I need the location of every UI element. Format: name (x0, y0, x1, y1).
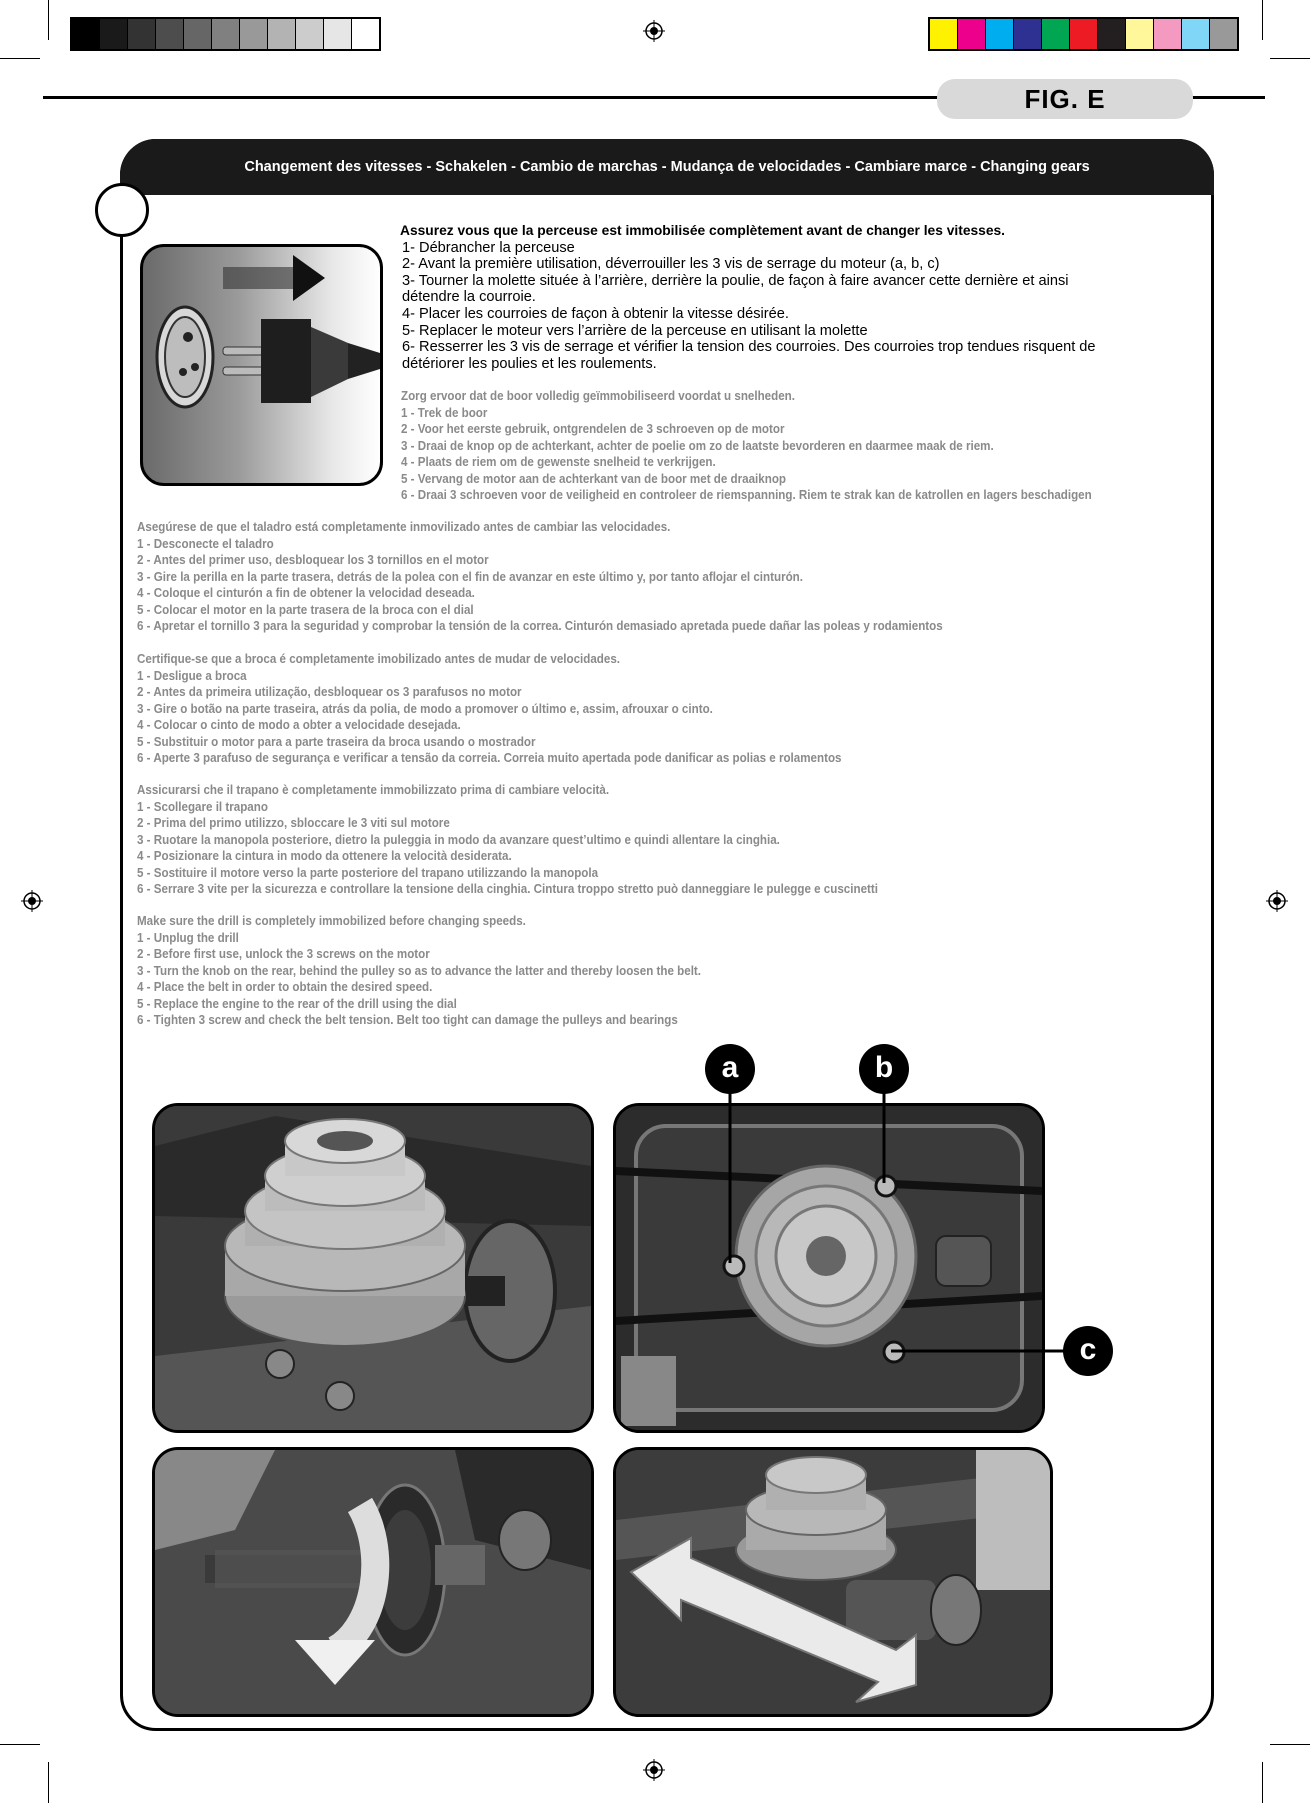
belt-adjust-photo (613, 1447, 1053, 1717)
french-line: 4- Placer les courroies de façon à obtenir la vitesse désirée. (402, 305, 789, 322)
french-line: détendre la courroie. (402, 289, 536, 306)
portuguese-line: 3 - Gire o botão na parte traseira, atrás da polia, de modo a promover o último e, assim, afrouxar o cinto. (137, 700, 713, 716)
italian-line: 5 - Sostituire il motore verso la parte posteriore del trapano utilizzando la manopola (137, 864, 599, 880)
english-line: 6 - Tighten 3 screw and check the belt tension. Belt too tight can damage the pulleys and bearings (137, 1012, 678, 1027)
french-lead: Assurez vous que la perceuse est immobilisée complètement avant de changer les vitesses. (400, 223, 1006, 238)
dutch-line: 3 - Draai de knop op de achterkant, achter de poelie om zo de laatste bevorderen en daarmee maak de riem. (401, 437, 994, 453)
spanish-line: 3 - Gire la perilla en la parte trasera, detrás de la polea con el fin de avanzar en este último y, por tanto aflojar el cinturón. (137, 568, 803, 584)
english-line: 4 - Place the belt in order to obtain the desired speed. (137, 979, 433, 994)
french-line: 5- Replacer le moteur vers l’arrière de la perceuse en utilisant la molette (402, 322, 868, 339)
english-lead: Make sure the drill is completely immobilized before changing speeds. (137, 913, 526, 928)
spanish-line: 1 - Desconecte el taladro (137, 535, 274, 551)
french-line: 2- Avant la première utilisation, déverrouiller les 3 vis de serrage du moteur (a, b, c) (402, 256, 940, 273)
portuguese-lead: Certifique-se que a broca é completamente imobilizado antes de mudar de velocidades. (137, 651, 621, 666)
spanish-line: 5 - Colocar el motor en la parte trasera de la broca con el dial (137, 601, 474, 617)
dutch-lead: Zorg ervoor dat de boor volledig geïmmobiliseerd voordat u snelheden. (401, 388, 795, 403)
italian-line: 2 - Prima del primo utilizzo, sbloccare le 3 viti sul motore (137, 815, 450, 830)
french-line: détériorer les poulies et les roulements. (402, 355, 657, 372)
portuguese-line: 4 - Colocar o cinto de modo a obter a velocidade desejada. (137, 717, 461, 732)
dutch-line: 6 - Draai 3 schroeven voor de veiligheid en controleer de riemspanning. Riem te strak kan de katrollen en lagers beschadigen (401, 487, 1092, 502)
dutch-line: 4 - Plaats de riem om de gewenste snelheid te verkrijgen. (401, 454, 716, 469)
english-line: 3 - Turn the knob on the rear, behind the pulley so as to advance the latter and thereby loosen the belt. (137, 962, 702, 978)
dutch-line: 1 - Trek de boor (401, 404, 488, 420)
dutch-line: 2 - Voor het eerste gebruik, ontgrendelen de 3 schroeven op de motor (401, 421, 785, 436)
portuguese-line: 5 - Substituir o motor para a parte traseira da broca usando o mostrador (137, 733, 536, 749)
spanish-line: 2 - Antes del primer uso, desbloquear los 3 tornillos en el motor (137, 552, 489, 567)
spanish-line: 4 - Coloque el cinturón a fin de obtener la velocidad deseada. (137, 585, 475, 600)
french-line: 6- Resserrer les 3 vis de serrage et vérifier la tension des courroies. Des courroies trop tendues risquent de (402, 339, 1096, 356)
dutch-line: 5 - Vervang de motor aan de achterkant van de boor met de draaiknop (401, 470, 787, 486)
english-line: 5 - Replace the engine to the rear of the drill using the dial (137, 995, 457, 1011)
callout-a: a (705, 1044, 755, 1094)
section-banner: Changement des vitesses - Schakelen - Cambio de marchas - Mudança de velocidades - Cambiare marce - Changing gears (120, 139, 1214, 195)
french-line: 1- Débrancher la perceuse (402, 239, 575, 256)
italian-line: 6 - Serrare 3 vite per la sicurezza e controllare la tensione della cinghia. Cintura troppo stretto può danneggiare le pulegge e cuscinetti (137, 881, 878, 896)
portuguese-line: 6 - Aperte 3 parafuso de segurança e verificar a tensão da correia. Correia muito apertada pode danificar as polias e rolamentos (137, 750, 842, 765)
callout-c: c (1063, 1326, 1113, 1376)
spanish-line: 6 - Apretar el tornillo 3 para la seguridad y comprobar la tensión de la correa. Cinturón demasiado apretada puede dañar las poleas y rodamientos (137, 618, 943, 633)
english-line: 1 - Unplug the drill (137, 929, 239, 945)
italian-line: 3 - Ruotare la manopola posteriore, dietro la puleggia in modo da avanzare quest’ultimo e quindi allentare la cinghia. (137, 831, 780, 847)
italian-line: 4 - Posizionare la cintura in modo da ottenere la velocità desiderata. (137, 848, 512, 863)
knob-photo (152, 1447, 594, 1717)
portuguese-line: 2 - Antes da primeira utilização, desbloquear os 3 parafusos no motor (137, 684, 522, 699)
italian-line: 1 - Scollegare il trapano (137, 798, 268, 814)
fig-label: FIG. E (937, 79, 1193, 119)
portuguese-line: 1 - Desligue a broca (137, 667, 247, 683)
french-line: 3- Tourner la molette située à l’arrière, derrière la poulie, de façon à faire avancer cette dernière et ainsi (402, 272, 1069, 289)
callout-b: b (859, 1044, 909, 1094)
spanish-lead: Asegúrese de que el taladro está completamente inmovilizado antes de cambiar las velocidades. (137, 519, 671, 534)
italian-lead: Assicurarsi che il trapano è completamente immobilizzato prima di cambiare velocità. (137, 782, 610, 797)
english-line: 2 - Before first use, unlock the 3 screws on the motor (137, 946, 430, 961)
